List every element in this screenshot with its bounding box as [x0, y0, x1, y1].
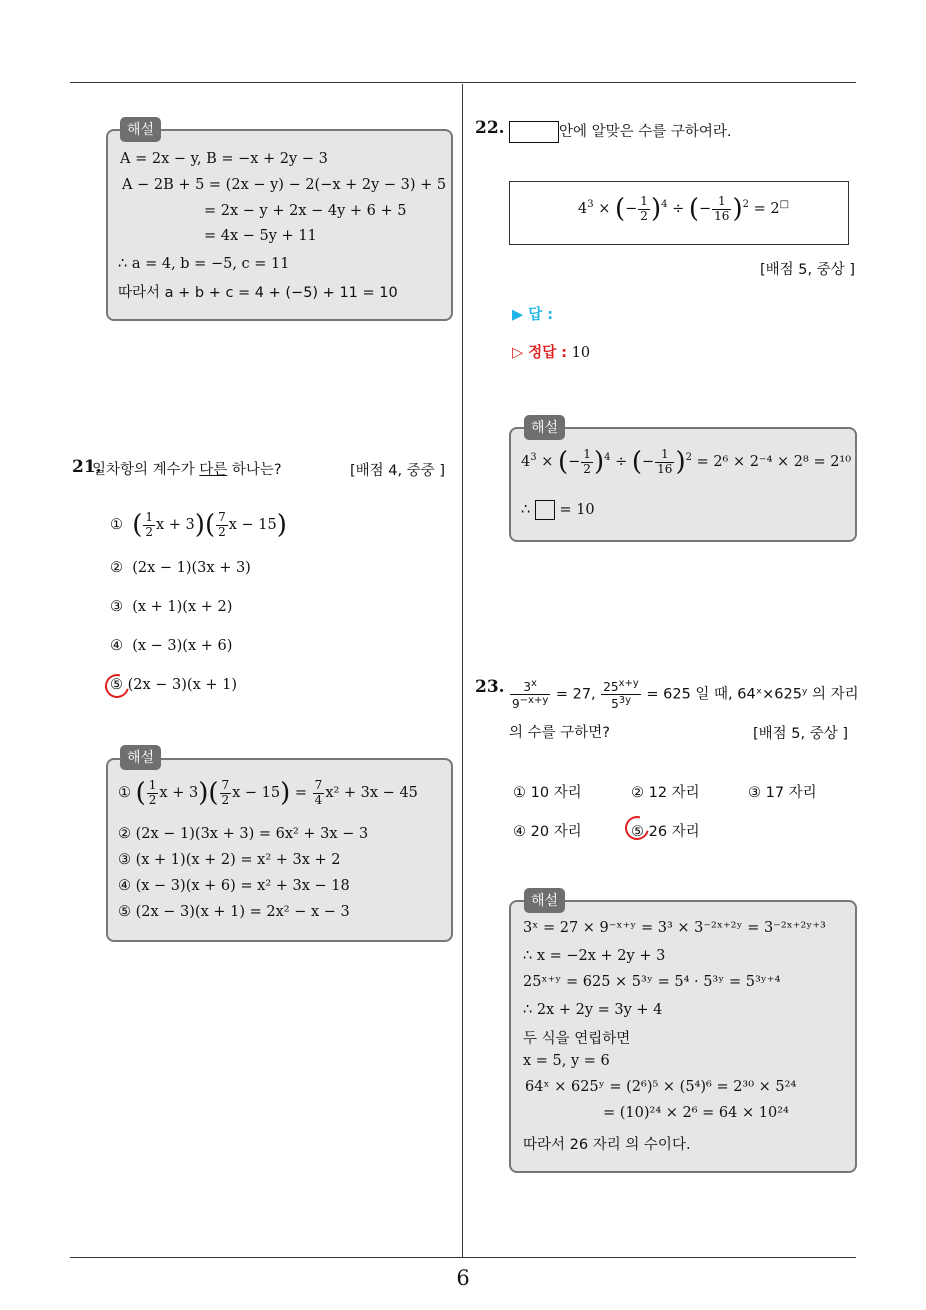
q21-option-1: ① ( $\frac{1}{2}$ x + 3)( $\frac{7}{2}$ x − 15) — [110, 510, 287, 540]
question-number-21: 21. — [72, 457, 102, 477]
page-number: 6 — [456, 1266, 470, 1290]
question-text-23: $\frac{3^x}{9^{-x+y}}$ = 27, $\frac{25^{x+y}}{5^{3y}}$ = 625 일 때, 64ˣ×625ʸ 의 자리 — [512, 678, 859, 712]
q22-text: 안에 알맞은 수를 구하여라. — [559, 124, 732, 140]
solution-tag-23: 해설 — [524, 888, 565, 913]
answer-label-22: ▶ 답 : — [512, 307, 554, 323]
question-number-23: 23. — [475, 677, 505, 697]
q21-option-5: ⑤ (2x − 3)(x + 1) — [110, 677, 238, 693]
sol20-line5: ∴ a = 4, b = −5, c = 11 — [118, 256, 290, 272]
option-text-4: (x − 3)(x + 6) — [132, 638, 233, 654]
q23-option-2: ② 12 자리 — [631, 785, 700, 801]
sol22-blank-box — [535, 500, 555, 520]
q23-option-4: ④ 20 자리 — [513, 824, 582, 840]
sol22-line1: $4^3$ × (− $\frac{1}{2}$ )$^4$ ÷ (− $\frac{1}{16}$ )$^2$ = 2⁶ × 2⁻⁴ × 2⁸ = 2¹⁰ — [521, 447, 852, 477]
sol21-line5: ⑤ (2x − 3)(x + 1) = 2x² − x − 3 — [118, 904, 350, 920]
sol20-line6: 따라서 a + b + c = 4 + (−5) + 11 = 10 — [118, 285, 398, 301]
q23-option-1: ① 10 자리 — [513, 785, 582, 801]
q22-formula-box — [509, 181, 849, 245]
top-rule — [70, 82, 856, 83]
sol21-line3: ③ (x + 1)(x + 2) = x² + 3x + 2 — [118, 852, 341, 868]
option-text-2: (2x − 1)(3x + 3) — [132, 560, 251, 576]
sol23-line3: 25ˣ⁺ʸ = 625 × 5³ʸ = 5⁴ · 5³ʸ = 5³ʸ⁺⁴ — [523, 974, 781, 990]
sol23-line5: 두 식을 연립하면 — [523, 1031, 631, 1047]
sol23-line2: ∴ x = −2x + 2y + 3 — [523, 948, 666, 964]
question-text-22 — [509, 120, 732, 143]
solution-tag-20: 해설 — [120, 117, 161, 142]
solution-box-23 — [509, 900, 857, 1173]
question-meta-23: [배점 5, 중상 ] — [753, 726, 849, 742]
q22-formula: $4^3$ × (− $\frac{1}{2}$ )$^4$ ÷ (− $\frac{1}{16}$ )$^2$ = 2□ — [578, 194, 790, 224]
question-meta-21: [배점 4, 중중 ] — [350, 463, 446, 479]
option-text-5: (2x − 3)(x + 1) — [127, 677, 238, 693]
sol21-line4: ④ (x − 3)(x + 6) = x² + 3x − 18 — [118, 878, 350, 894]
q21-text-underlined: 다른 — [199, 462, 228, 478]
sol20-line4: = 4x − 5y + 11 — [204, 228, 317, 244]
sol22-tail: = 2⁶ × 2⁻⁴ × 2⁸ = 2¹⁰ — [696, 454, 852, 470]
q23-text-tail: = 625 일 때, 64ˣ×625ʸ 의 자리 — [646, 686, 859, 703]
solution-box-20 — [106, 129, 453, 321]
q21-option-3: ③ (x + 1)(x + 2) — [110, 599, 233, 615]
option-mark-1: ① — [110, 517, 123, 533]
question-meta-22: [배점 5, 중상 ] — [760, 262, 856, 278]
opt1-part-b: x − 15 — [228, 517, 277, 533]
column-divider — [462, 84, 463, 1258]
sol23-line4: ∴ 2x + 2y = 3y + 4 — [523, 1002, 663, 1018]
correct-answer-22 — [512, 341, 590, 362]
sol23-line1: 3ˣ = 27 × 9⁻ˣ⁺ʸ = 3³ × 3⁻²ˣ⁺²ʸ = 3⁻²ˣ⁺²ʸ⁺³ — [523, 920, 826, 936]
question-text-21 — [92, 458, 282, 479]
sol21-line1-tail: x² + 3x − 45 — [325, 785, 418, 801]
sol21-line2: ② (2x − 1)(3x + 3) = 6x² + 3x − 3 — [118, 826, 369, 842]
option-text-3: (x + 1)(x + 2) — [132, 599, 233, 615]
correct-label: ▷ 정답 : — [512, 345, 568, 361]
question-number-22: 22. — [475, 118, 505, 138]
sol22-line2: ∴ = 10 — [521, 502, 595, 518]
solution-tag-21: 해설 — [120, 745, 161, 770]
solution-box-22 — [509, 427, 857, 542]
sol23-line8: = (10)²⁴ × 2⁶ = 64 × 10²⁴ — [603, 1105, 789, 1121]
answer-circle-21 — [101, 670, 134, 703]
sol20-line2: A − 2B + 5 = (2x − y) − 2(−x + 2y − 3) + 5 — [122, 177, 447, 193]
solution-tag-22: 해설 — [524, 415, 565, 440]
q21-text-b: 하나는? — [227, 462, 282, 478]
solution-box-21 — [106, 758, 453, 942]
sol20-line3: = 2x − y + 2x − 4y + 6 + 5 — [204, 203, 407, 219]
opt1-part-a: x + 3 — [156, 517, 195, 533]
bottom-rule — [70, 1257, 856, 1258]
q23-option-5: ⑤ 26 자리 — [631, 824, 700, 840]
sol23-line7: 64ˣ × 625ʸ = (2⁶)⁵ × (5⁴)⁶ = 2³⁰ × 5²⁴ — [525, 1079, 797, 1095]
sol23-line9: 따라서 26 자리 의 수이다. — [523, 1137, 691, 1153]
sol21-line1: ① ( $\frac{1}{2}$ x + 3)( $\frac{7}{2}$ x − 15) = $\frac{7}{4}$ x² + 3x − 45 — [118, 778, 418, 808]
sol20-line1: A = 2x − y, B = −x + 2y − 3 — [120, 151, 328, 167]
q21-text-a: 일차항의 계수가 — [92, 462, 200, 478]
answer-blank-box — [509, 121, 559, 143]
question-text-23-line2: 의 수를 구하면? — [509, 725, 610, 741]
q21-option-4: ④ (x − 3)(x + 6) — [110, 638, 233, 654]
q21-option-2: ② (2x − 1)(3x + 3) — [110, 560, 251, 576]
sol23-line6: x = 5, y = 6 — [523, 1053, 610, 1069]
correct-value: 10 — [571, 345, 591, 361]
q23-option-3: ③ 17 자리 — [748, 785, 817, 801]
